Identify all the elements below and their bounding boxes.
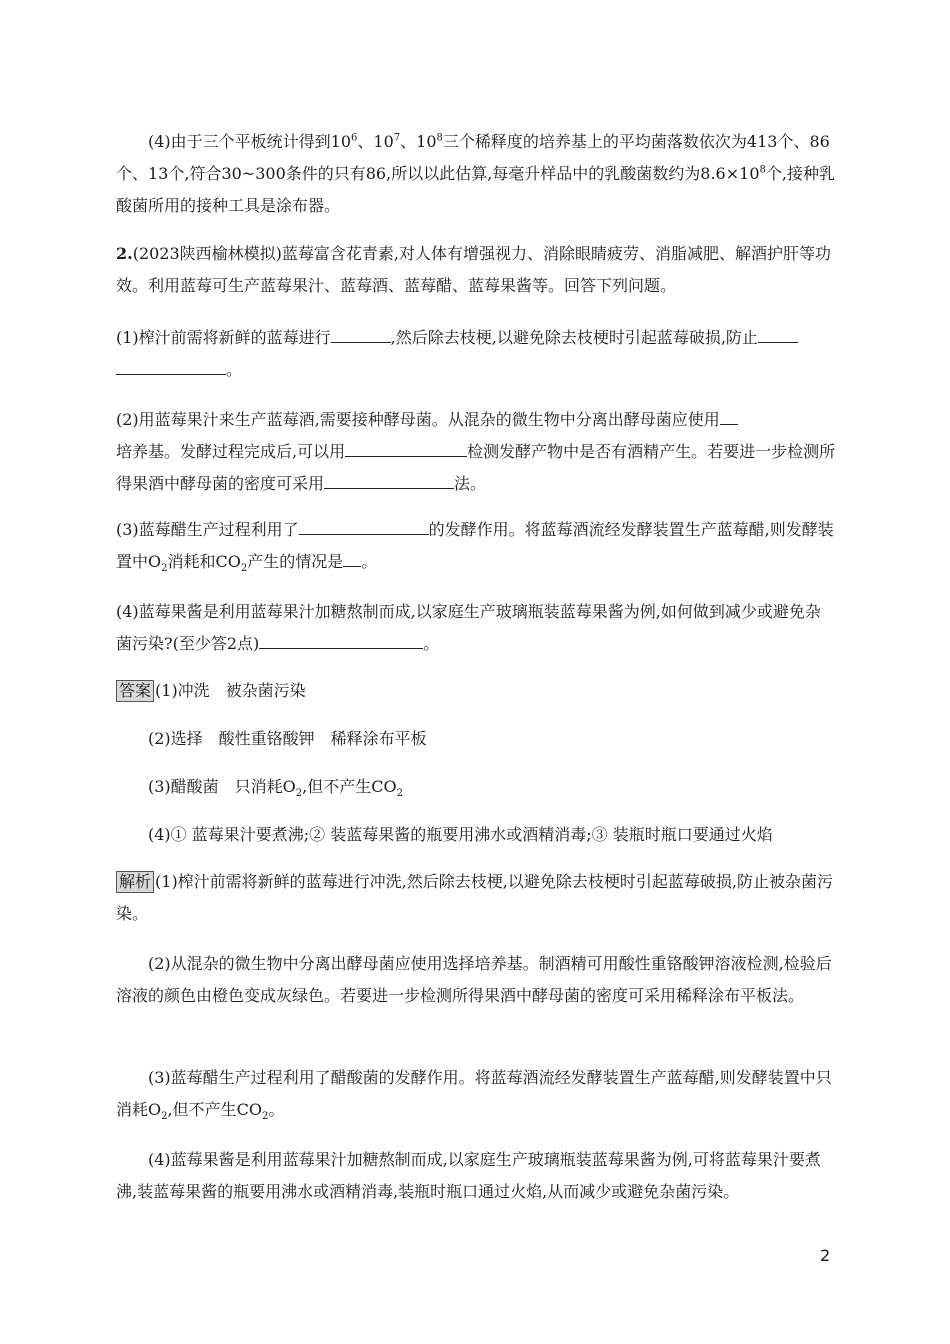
question-2-part-3 — [116, 514, 836, 578]
prev-analysis-part-4 — [116, 126, 836, 222]
answer-line-4 — [116, 819, 836, 851]
answer-blank[interactable] — [331, 324, 391, 343]
text-run: (2)选择 酸性重铬酸钾 稀释涂布平板 — [148, 729, 427, 748]
text-run: ,然后除去枝梗,以避免除去枝梗时引起蓝莓破损,防止 — [390, 328, 758, 347]
answer-blank[interactable] — [345, 438, 467, 457]
subscript: 2 — [295, 788, 303, 800]
answer-blank[interactable] — [259, 630, 423, 649]
subscript: 2 — [261, 1111, 269, 1123]
question-intro-text: (2023陕西榆林模拟)蓝莓富含花青素,对人体有增强视力、消除眼睛疲劳、消脂减肥、解酒护肝等功效。利用蓝莓可生产蓝莓果汁、蓝莓酒、蓝莓醋、蓝莓果酱等。回答下列问题。 — [116, 244, 831, 295]
answer-line-2 — [116, 723, 836, 755]
subscript: 2 — [396, 788, 403, 800]
answer-blank[interactable] — [720, 406, 738, 425]
answer-blank[interactable] — [324, 470, 454, 489]
answer-tag: 答案 — [116, 680, 154, 702]
text-run: (4)由于三个平板统计得到10 — [148, 132, 352, 151]
text-run: 、10 — [357, 132, 394, 151]
text-run: (3)蓝莓醋生产过程利用了 — [116, 520, 299, 539]
text-run: (4)① 蓝莓果汁要煮沸;② 装蓝莓果酱的瓶要用沸水或酒精消毒;③ 装瓶时瓶口要通过火焰 — [148, 825, 773, 844]
analysis-part-3 — [116, 1062, 836, 1126]
answer-line-3 — [116, 771, 836, 803]
text-run: (1)榨汁前需将新鲜的蓝莓进行 — [116, 328, 331, 347]
text-run: 培养基。发酵过程完成后,可以用 — [116, 442, 346, 461]
text-run: (1)冲洗 被杂菌污染 — [155, 681, 306, 700]
text-run: 。 — [423, 634, 440, 653]
text-run: (2)用蓝莓果汁来生产蓝莓酒,需要接种酵母菌。从混杂的微生物中分离出酵母菌应使用 — [116, 410, 720, 429]
answer-blank[interactable] — [758, 324, 798, 343]
analysis-tag: 解析 — [116, 871, 154, 893]
text-run: (4)蓝莓果酱是利用蓝莓果汁加糖熬制而成,以家庭生产玻璃瓶装蓝莓果酱为例,可将蓝莓果汁要煮沸,装蓝莓果酱的瓶要用沸水或酒精消毒,装瓶时瓶口通过火焰,从而减少或避免杂菌污染。 — [116, 1150, 821, 1201]
text-run: 个,接种乳酸菌所用的接种工具是涂布器。 — [116, 164, 835, 215]
text-run: 产生的情况是 — [247, 552, 344, 571]
text-run: 。 — [226, 360, 243, 379]
analysis-part-2 — [116, 948, 836, 1012]
text-run: ,但不产生CO — [302, 777, 397, 796]
text-run: (4)蓝莓果酱是利用蓝莓果汁加糖熬制而成,以家庭生产玻璃瓶装蓝莓果酱为例,如何做到减少或避免杂菌污染?(至少答2点) — [116, 602, 821, 653]
question-2-part-1 — [116, 322, 836, 386]
question-number: 2. — [116, 244, 133, 263]
analysis-part-4 — [116, 1144, 836, 1208]
answer-line-1 — [116, 675, 836, 707]
text-run: (2)从混杂的微生物中分离出酵母菌应使用选择培养基。制酒精可用酸性重铬酸钾溶液检测,检验后溶液的颜色由橙色变成灰绿色。若要进一步检测所得果酒中酵母菌的密度可采用稀释涂布平板法。 — [116, 954, 832, 1005]
exponent: 6 — [351, 132, 358, 144]
question-2-intro — [116, 238, 836, 302]
text-run: 。 — [361, 552, 378, 571]
exponent: 8 — [436, 132, 443, 144]
text-run: (1)榨汁前需将新鲜的蓝莓进行冲洗,然后除去枝梗,以避免除去枝梗时引起蓝莓破损,防止被杂菌污染。 — [116, 872, 833, 923]
subscript: 2 — [161, 563, 168, 575]
text-run: 法。 — [454, 474, 487, 493]
text-run: 、10 — [400, 132, 437, 151]
text-run: 消耗和CO — [167, 552, 241, 571]
text-run: (3)蓝莓醋生产过程利用了醋酸菌的发酵作用。将蓝莓酒流经发酵装置生产蓝莓醋,则发酵装置中只消耗O — [116, 1068, 832, 1119]
text-run: 。 — [268, 1100, 285, 1119]
question-2-part-2 — [116, 404, 836, 500]
subscript: 2 — [240, 563, 248, 575]
exponent: 7 — [393, 132, 401, 144]
question-2-part-4 — [116, 596, 836, 660]
text-run: ,但不产生CO — [167, 1100, 262, 1119]
text-run: 的发酵作用。将蓝莓酒流经发酵装置生产蓝莓醋,则发酵装置中O — [116, 520, 834, 571]
text-run: 检测发酵产物中是否有酒精产生。若要进一步检测所得果酒中酵母菌的密度可采用 — [116, 442, 836, 493]
page-number: 2 — [820, 1246, 831, 1265]
answer-blank[interactable] — [343, 548, 361, 567]
answer-blank[interactable] — [299, 516, 429, 535]
answer-blank[interactable] — [116, 356, 226, 375]
text-run: 三个稀释度的培养基上的平均菌落数依次为413个、86个、13个,符合30~300条件的只有86,所以以此估算,每毫升样品中的乳酸菌数约为8.6×10 — [116, 132, 830, 183]
text-run: (3)醋酸菌 只消耗O — [148, 777, 296, 796]
exponent: 8 — [759, 164, 766, 176]
subscript: 2 — [161, 1111, 168, 1123]
analysis-part-1 — [116, 866, 836, 930]
